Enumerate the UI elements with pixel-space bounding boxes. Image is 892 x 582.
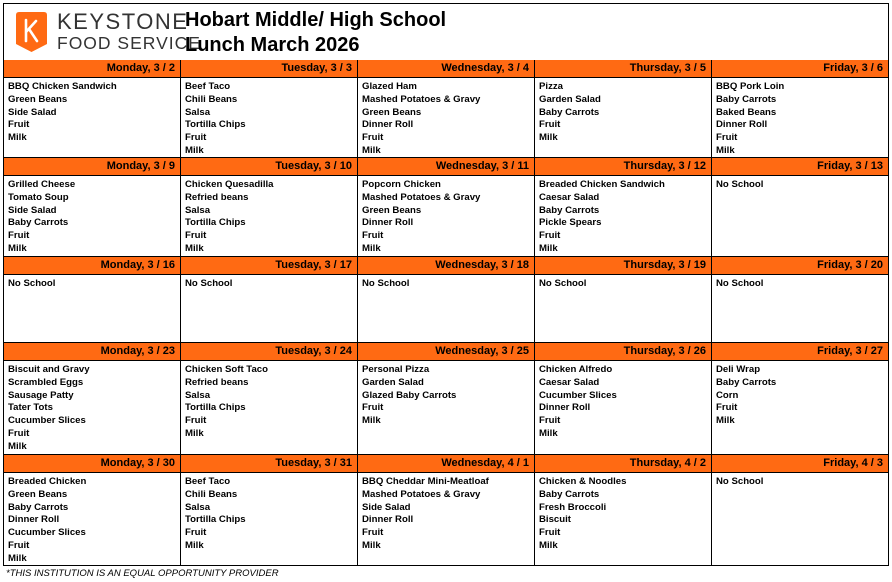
menu-item: Sausage Patty xyxy=(8,389,74,401)
menu-item: Personal Pizza xyxy=(362,364,430,375)
menu-item: Fruit xyxy=(8,539,30,551)
menu-item: Milk xyxy=(362,539,381,551)
day-header: Monday, 3 / 16 xyxy=(4,257,180,275)
day-header: Tuesday, 3 / 17 xyxy=(181,257,357,275)
menu-items xyxy=(181,473,357,553)
menu-item: Deli Wrap xyxy=(716,364,761,375)
menu-item: Milk xyxy=(539,539,558,551)
menu-item: Chili Beans xyxy=(185,488,238,500)
day-header: Friday, 3 / 6 xyxy=(712,60,888,78)
menu-item: Fruit xyxy=(185,415,207,427)
menu-item: Tater Tots xyxy=(8,402,53,414)
menu-item: Baby Carrots xyxy=(539,204,600,216)
menu-item: Chicken Quesadilla xyxy=(185,179,274,190)
day-header: Thursday, 4 / 2 xyxy=(535,455,711,473)
day-header: Thursday, 3 / 12 xyxy=(535,158,711,176)
header xyxy=(4,4,888,61)
keystone-logo-icon xyxy=(15,11,48,53)
week-row xyxy=(4,60,888,158)
menu-item: Baby Carrots xyxy=(716,376,777,388)
day-header: Tuesday, 3 / 10 xyxy=(181,158,357,176)
menu-item: Fruit xyxy=(362,527,384,539)
week-row xyxy=(4,158,888,257)
menu-item: Cucumber Slices xyxy=(539,389,617,401)
menu-item: Milk xyxy=(362,415,381,427)
menu-item: No School xyxy=(716,278,764,289)
menu-item: Mashed Potatoes & Gravy xyxy=(362,488,481,500)
menu-items xyxy=(358,361,534,428)
menu-items xyxy=(4,176,180,256)
menu-item: Dinner Roll xyxy=(362,119,414,131)
menu-items xyxy=(535,176,711,256)
week-row xyxy=(4,343,888,455)
day-header: Monday, 3 / 23 xyxy=(4,343,180,361)
menu-item: Milk xyxy=(716,415,735,427)
menu-items xyxy=(4,473,180,566)
menu-items xyxy=(181,176,357,256)
menu-item: Beef Taco xyxy=(185,81,231,92)
menu-item: BBQ Cheddar Mini-Meatloaf xyxy=(362,476,489,487)
menu-item: Garden Salad xyxy=(362,376,424,388)
menu-items xyxy=(712,78,888,158)
day-cell xyxy=(712,257,888,342)
menu-item: Milk xyxy=(185,427,204,439)
menu-item: Mashed Potatoes & Gravy xyxy=(362,191,481,203)
menu-item: Dinner Roll xyxy=(362,217,414,229)
menu-items xyxy=(535,275,711,291)
day-header: Tuesday, 3 / 3 xyxy=(181,60,357,78)
menu-item: Baby Carrots xyxy=(8,501,69,513)
menu-item: Popcorn Chicken xyxy=(362,179,441,190)
menu-items xyxy=(4,275,180,291)
day-cell xyxy=(181,343,358,454)
menu-item: Milk xyxy=(185,144,204,156)
menu-item: Side Salad xyxy=(362,501,411,513)
menu-item: Fruit xyxy=(362,402,384,414)
day-header: Wednesday, 3 / 11 xyxy=(358,158,534,176)
menu-item: Tortilla Chips xyxy=(185,514,246,526)
menu-item: Refried beans xyxy=(185,376,249,388)
menu-item: Salsa xyxy=(185,106,211,118)
day-header: Thursday, 3 / 5 xyxy=(535,60,711,78)
menu-item: Caesar Salad xyxy=(539,376,600,388)
menu-item: Fruit xyxy=(8,230,30,242)
day-header: Monday, 3 / 2 xyxy=(4,60,180,78)
menu-items xyxy=(358,275,534,291)
day-header: Wednesday, 4 / 1 xyxy=(358,455,534,473)
day-cell xyxy=(535,343,712,454)
logo-subtitle: FOOD SERVICE xyxy=(57,33,201,53)
menu-item: Side Salad xyxy=(8,204,57,216)
footer-note: *THIS INSTITUTION IS AN EQUAL OPPORTUNITY PROVIDER xyxy=(6,568,279,579)
menu-title: Lunch March 2026 xyxy=(185,34,360,56)
menu-item: Garden Salad xyxy=(539,93,601,105)
menu-item: Biscuit xyxy=(539,514,571,526)
menu-item: Corn xyxy=(716,389,739,401)
menu-item: Green Beans xyxy=(362,106,422,118)
menu-item: Fruit xyxy=(362,132,384,144)
day-cell xyxy=(535,257,712,342)
menu-item: Fruit xyxy=(185,132,207,144)
day-header: Friday, 3 / 20 xyxy=(712,257,888,275)
menu-item: Dinner Roll xyxy=(8,514,60,526)
menu-item: Fruit xyxy=(185,527,207,539)
day-cell xyxy=(4,257,181,342)
day-header: Friday, 3 / 13 xyxy=(712,158,888,176)
menu-item: Pizza xyxy=(539,81,563,92)
day-cell xyxy=(4,158,181,256)
day-header: Tuesday, 3 / 31 xyxy=(181,455,357,473)
day-header: Wednesday, 3 / 18 xyxy=(358,257,534,275)
menu-item: Milk xyxy=(539,132,558,144)
menu-item: Milk xyxy=(8,440,27,452)
menu-item: No School xyxy=(716,476,764,487)
menu-item: BBQ Chicken Sandwich xyxy=(8,81,117,92)
menu-item: Salsa xyxy=(185,204,211,216)
menu-items xyxy=(712,473,888,489)
menu-item: Fruit xyxy=(539,415,561,427)
menu-item: Milk xyxy=(8,242,27,254)
menu-item: Baby Carrots xyxy=(539,106,600,118)
menu-items xyxy=(4,78,180,145)
day-cell xyxy=(712,60,888,157)
day-cell xyxy=(712,343,888,454)
menu-items xyxy=(712,361,888,428)
menu-item: Baby Carrots xyxy=(8,217,69,229)
menu-items xyxy=(358,473,534,553)
day-cell xyxy=(535,158,712,256)
menu-item: BBQ Pork Loin xyxy=(716,81,785,92)
menu-items xyxy=(712,275,888,291)
menu-item: Breaded Chicken xyxy=(8,476,87,487)
day-cell xyxy=(4,455,181,566)
menu-items xyxy=(535,473,711,553)
menu-item: Salsa xyxy=(185,389,211,401)
menu-items xyxy=(181,361,357,441)
menu-items xyxy=(712,176,888,192)
day-header: Thursday, 3 / 19 xyxy=(535,257,711,275)
menu-item: Chicken Soft Taco xyxy=(185,364,268,375)
menu-frame xyxy=(3,3,889,566)
menu-item: Milk xyxy=(539,242,558,254)
menu-item: Baby Carrots xyxy=(539,488,600,500)
menu-item: Cucumber Slices xyxy=(8,415,86,427)
menu-item: No School xyxy=(362,278,410,289)
day-cell xyxy=(181,158,358,256)
menu-item: Fresh Broccoli xyxy=(539,501,607,513)
menu-items xyxy=(358,78,534,158)
day-cell xyxy=(712,158,888,256)
menu-item: Baby Carrots xyxy=(716,93,777,105)
menu-item: Green Beans xyxy=(8,488,68,500)
menu-item: Milk xyxy=(362,144,381,156)
day-header: Thursday, 3 / 26 xyxy=(535,343,711,361)
day-cell xyxy=(535,455,712,566)
menu-item: Milk xyxy=(362,242,381,254)
day-cell xyxy=(181,455,358,566)
day-header: Tuesday, 3 / 24 xyxy=(181,343,357,361)
menu-item: Milk xyxy=(185,242,204,254)
day-cell xyxy=(358,343,535,454)
menu-item: Dinner Roll xyxy=(539,402,591,414)
menu-item: Breaded Chicken Sandwich xyxy=(539,179,665,190)
day-cell xyxy=(4,343,181,454)
menu-item: Fruit xyxy=(716,132,738,144)
menu-items xyxy=(4,361,180,454)
menu-item: Mashed Potatoes & Gravy xyxy=(362,93,481,105)
logo-name: KEYSTONE xyxy=(57,9,189,34)
day-header: Friday, 3 / 27 xyxy=(712,343,888,361)
menu-item: Fruit xyxy=(362,230,384,242)
menu-item: Green Beans xyxy=(8,93,68,105)
menu-item: Salsa xyxy=(185,501,211,513)
day-header: Monday, 3 / 9 xyxy=(4,158,180,176)
menu-item: Fruit xyxy=(716,402,738,414)
menu-item: Pickle Spears xyxy=(539,217,602,229)
menu-item: Fruit xyxy=(539,527,561,539)
menu-items xyxy=(535,78,711,145)
week-row xyxy=(4,455,888,566)
day-cell xyxy=(358,455,535,566)
day-header: Wednesday, 3 / 25 xyxy=(358,343,534,361)
menu-item: Milk xyxy=(185,539,204,551)
menu-item: No School xyxy=(185,278,233,289)
menu-item: Chicken Alfredo xyxy=(539,364,613,375)
menu-calendar-grid xyxy=(4,60,888,566)
menu-item: Fruit xyxy=(185,230,207,242)
menu-item: Fruit xyxy=(539,230,561,242)
day-cell xyxy=(181,257,358,342)
menu-item: Refried beans xyxy=(185,191,249,203)
menu-item: Dinner Roll xyxy=(362,514,414,526)
day-cell xyxy=(535,60,712,157)
school-title: Hobart Middle/ High School xyxy=(185,9,447,31)
menu-item: Cucumber Slices xyxy=(8,527,86,539)
menu-item: Side Salad xyxy=(8,106,57,118)
day-header: Friday, 4 / 3 xyxy=(712,455,888,473)
menu-items xyxy=(181,275,357,291)
day-cell xyxy=(181,60,358,157)
menu-item: Milk xyxy=(8,132,27,144)
menu-item: Milk xyxy=(716,144,735,156)
menu-item: Tomato Soup xyxy=(8,191,69,203)
menu-item: Beef Taco xyxy=(185,476,231,487)
menu-item: Tortilla Chips xyxy=(185,217,246,229)
menu-item: Biscuit and Gravy xyxy=(8,364,90,375)
menu-items xyxy=(181,78,357,158)
day-cell xyxy=(4,60,181,157)
day-cell xyxy=(358,60,535,157)
menu-items xyxy=(535,361,711,441)
menu-item: Chicken & Noodles xyxy=(539,476,627,487)
menu-item: No School xyxy=(8,278,56,289)
menu-item: Tortilla Chips xyxy=(185,119,246,131)
day-header: Wednesday, 3 / 4 xyxy=(358,60,534,78)
menu-item: Milk xyxy=(539,427,558,439)
day-header: Monday, 3 / 30 xyxy=(4,455,180,473)
day-cell xyxy=(712,455,888,566)
menu-item: Chili Beans xyxy=(185,93,238,105)
menu-item: Tortilla Chips xyxy=(185,402,246,414)
menu-item: Glazed Ham xyxy=(362,81,417,92)
menu-item: Caesar Salad xyxy=(539,191,600,203)
menu-item: Grilled Cheese xyxy=(8,179,76,190)
menu-item: Milk xyxy=(8,552,27,564)
day-cell xyxy=(358,158,535,256)
day-cell xyxy=(358,257,535,342)
week-row xyxy=(4,257,888,343)
menu-item: Fruit xyxy=(8,119,30,131)
menu-item: No School xyxy=(716,179,764,190)
menu-item: Baked Beans xyxy=(716,106,777,118)
menu-item: Fruit xyxy=(8,427,30,439)
menu-item: Dinner Roll xyxy=(716,119,768,131)
menu-item: Glazed Baby Carrots xyxy=(362,389,457,401)
menu-item: No School xyxy=(539,278,587,289)
menu-item: Scrambled Eggs xyxy=(8,376,84,388)
menu-item: Fruit xyxy=(539,119,561,131)
menu-item: Green Beans xyxy=(362,204,422,216)
menu-items xyxy=(358,176,534,256)
